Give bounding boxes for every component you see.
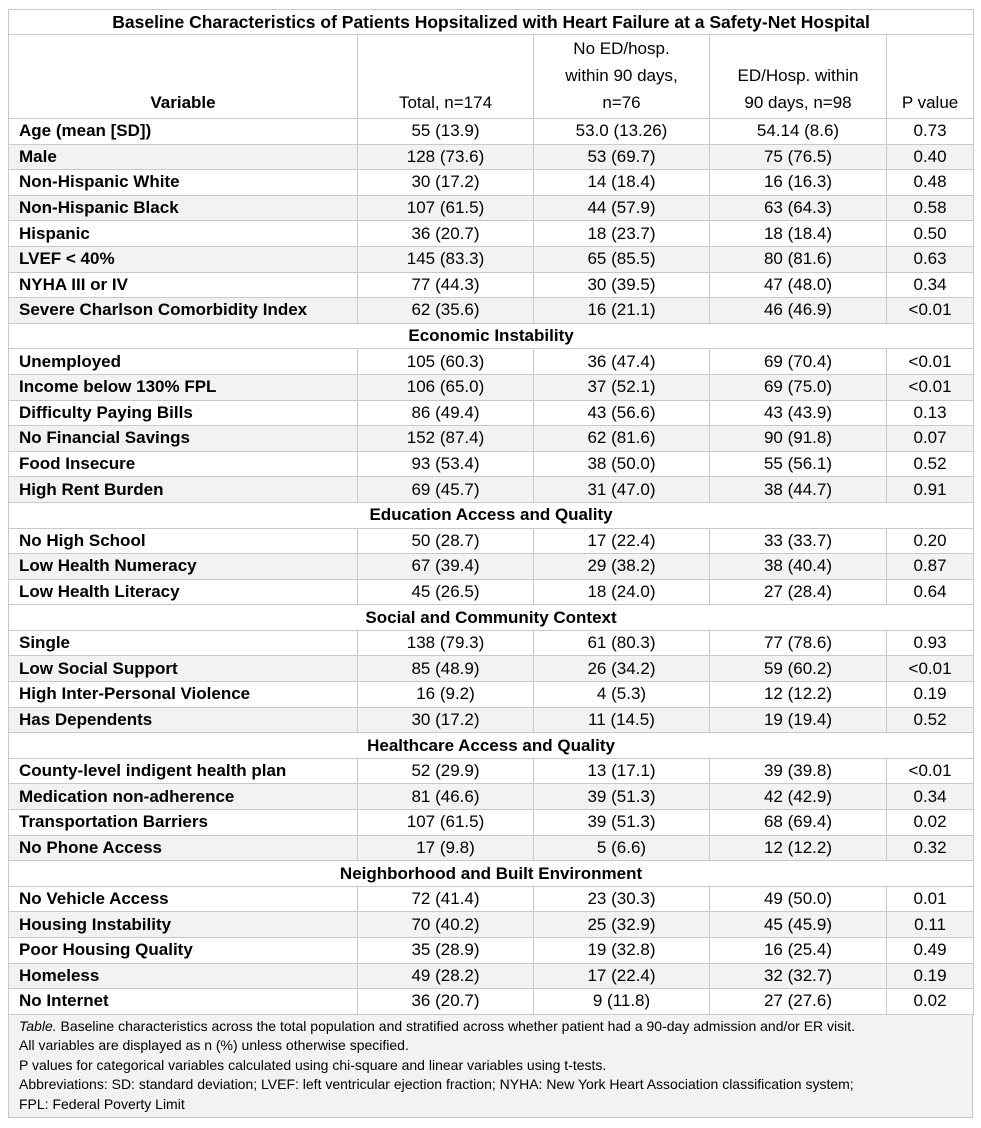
table-row (9, 784, 974, 810)
header-no-ed-line2: within 90 days, (565, 66, 678, 85)
cell-total: 152 (87.4) (358, 426, 534, 452)
cell-no-ed-hosp: 14 (18.4) (534, 170, 710, 196)
cell-variable: Housing Instability (9, 912, 358, 938)
cell-ed-hosp: 80 (81.6) (710, 246, 887, 272)
cell-p-value: 0.34 (887, 784, 974, 810)
table-row (9, 170, 974, 196)
cell-variable: Hispanic (9, 221, 358, 247)
footnote-line-1 (19, 1017, 962, 1037)
cell-total: 67 (39.4) (358, 554, 534, 580)
cell-total: 36 (20.7) (358, 221, 534, 247)
cell-p-value: 0.11 (887, 912, 974, 938)
cell-variable: No High School (9, 528, 358, 554)
cell-total: 50 (28.7) (358, 528, 534, 554)
section-header-label: Healthcare Access and Quality (9, 733, 974, 759)
section-header-label: Neighborhood and Built Environment (9, 861, 974, 887)
header-total: Total, n=174 (358, 35, 534, 119)
cell-ed-hosp: 43 (43.9) (710, 400, 887, 426)
cell-ed-hosp: 49 (50.0) (710, 886, 887, 912)
cell-p-value: 0.87 (887, 554, 974, 580)
cell-variable: No Financial Savings (9, 426, 358, 452)
cell-ed-hosp: 39 (39.8) (710, 758, 887, 784)
cell-no-ed-hosp: 61 (80.3) (534, 630, 710, 656)
table-row (9, 963, 974, 989)
cell-no-ed-hosp: 39 (51.3) (534, 784, 710, 810)
cell-total: 30 (17.2) (358, 170, 534, 196)
cell-p-value: 0.02 (887, 810, 974, 836)
cell-total: 30 (17.2) (358, 707, 534, 733)
cell-variable: Low Health Literacy (9, 579, 358, 605)
cell-p-value: 0.40 (887, 144, 974, 170)
cell-p-value: 0.58 (887, 195, 974, 221)
cell-total: 35 (28.9) (358, 938, 534, 964)
section-header-row (9, 605, 974, 631)
cell-no-ed-hosp: 13 (17.1) (534, 758, 710, 784)
table-row (9, 272, 974, 298)
cell-total: 105 (60.3) (358, 349, 534, 375)
cell-p-value: <0.01 (887, 374, 974, 400)
cell-no-ed-hosp: 18 (24.0) (534, 579, 710, 605)
cell-no-ed-hosp: 53 (69.7) (534, 144, 710, 170)
cell-no-ed-hosp: 17 (22.4) (534, 963, 710, 989)
cell-no-ed-hosp: 16 (21.1) (534, 298, 710, 324)
cell-variable: Difficulty Paying Bills (9, 400, 358, 426)
cell-p-value: 0.19 (887, 963, 974, 989)
cell-no-ed-hosp: 19 (32.8) (534, 938, 710, 964)
header-no-ed-line1: No ED/hosp. (573, 39, 670, 58)
table-row (9, 912, 974, 938)
cell-ed-hosp: 42 (42.9) (710, 784, 887, 810)
cell-variable: High Inter-Personal Violence (9, 682, 358, 708)
cell-p-value: 0.34 (887, 272, 974, 298)
cell-total: 36 (20.7) (358, 989, 534, 1015)
cell-p-value: 0.01 (887, 886, 974, 912)
cell-ed-hosp: 38 (40.4) (710, 554, 887, 580)
cell-no-ed-hosp: 9 (11.8) (534, 989, 710, 1015)
cell-variable: Food Insecure (9, 451, 358, 477)
cell-p-value: 0.50 (887, 221, 974, 247)
cell-variable: Non-Hispanic Black (9, 195, 358, 221)
section-header-row (9, 323, 974, 349)
table-row (9, 554, 974, 580)
table-row (9, 119, 974, 145)
cell-p-value: 0.91 (887, 477, 974, 503)
cell-variable: Non-Hispanic White (9, 170, 358, 196)
cell-ed-hosp: 18 (18.4) (710, 221, 887, 247)
header-ed-hosp (710, 35, 887, 119)
cell-ed-hosp: 16 (16.3) (710, 170, 887, 196)
cell-p-value: 0.73 (887, 119, 974, 145)
footnote-line-5: FPL: Federal Poverty Limit (19, 1095, 185, 1112)
table-row (9, 221, 974, 247)
cell-p-value: <0.01 (887, 349, 974, 375)
cell-p-value: 0.63 (887, 246, 974, 272)
cell-total: 77 (44.3) (358, 272, 534, 298)
table-row (9, 886, 974, 912)
table-row (9, 656, 974, 682)
cell-total: 106 (65.0) (358, 374, 534, 400)
cell-no-ed-hosp: 25 (32.9) (534, 912, 710, 938)
footnote-line-4: Abbreviations: SD: standard deviation; LVEF: left ventricular ejection fraction; NYHA: New York Heart Association classification system; (19, 1076, 854, 1093)
cell-no-ed-hosp: 26 (34.2) (534, 656, 710, 682)
cell-p-value: 0.52 (887, 451, 974, 477)
section-header-row (9, 733, 974, 759)
cell-total: 17 (9.8) (358, 835, 534, 861)
cell-ed-hosp: 59 (60.2) (710, 656, 887, 682)
table-row (9, 579, 974, 605)
cell-total: 49 (28.2) (358, 963, 534, 989)
cell-p-value: 0.52 (887, 707, 974, 733)
cell-total: 55 (13.9) (358, 119, 534, 145)
cell-ed-hosp: 69 (70.4) (710, 349, 887, 375)
cell-variable: Low Health Numeracy (9, 554, 358, 580)
cell-variable: Low Social Support (9, 656, 358, 682)
cell-variable: Medication non-adherence (9, 784, 358, 810)
cell-total: 93 (53.4) (358, 451, 534, 477)
cell-ed-hosp: 45 (45.9) (710, 912, 887, 938)
baseline-table (8, 9, 974, 1015)
cell-total: 62 (35.6) (358, 298, 534, 324)
section-header-row (9, 861, 974, 887)
cell-ed-hosp: 68 (69.4) (710, 810, 887, 836)
cell-variable: No Internet (9, 989, 358, 1015)
cell-ed-hosp: 55 (56.1) (710, 451, 887, 477)
cell-variable: Severe Charlson Comorbidity Index (9, 298, 358, 324)
cell-ed-hosp: 12 (12.2) (710, 682, 887, 708)
table-row (9, 374, 974, 400)
table-row (9, 835, 974, 861)
table-footnote (8, 1015, 973, 1119)
cell-total: 145 (83.3) (358, 246, 534, 272)
header-p-value: P value (887, 35, 974, 119)
cell-p-value: 0.02 (887, 989, 974, 1015)
table-row (9, 195, 974, 221)
cell-total: 69 (45.7) (358, 477, 534, 503)
table-row (9, 298, 974, 324)
cell-total: 128 (73.6) (358, 144, 534, 170)
cell-p-value: <0.01 (887, 758, 974, 784)
cell-p-value: 0.48 (887, 170, 974, 196)
cell-no-ed-hosp: 44 (57.9) (534, 195, 710, 221)
cell-ed-hosp: 47 (48.0) (710, 272, 887, 298)
cell-ed-hosp: 32 (32.7) (710, 963, 887, 989)
cell-total: 107 (61.5) (358, 195, 534, 221)
cell-no-ed-hosp: 17 (22.4) (534, 528, 710, 554)
cell-variable: Transportation Barriers (9, 810, 358, 836)
cell-p-value: <0.01 (887, 656, 974, 682)
cell-no-ed-hosp: 18 (23.7) (534, 221, 710, 247)
cell-ed-hosp: 46 (46.9) (710, 298, 887, 324)
cell-no-ed-hosp: 38 (50.0) (534, 451, 710, 477)
header-no-ed-line3: n=76 (602, 93, 641, 112)
cell-ed-hosp: 19 (19.4) (710, 707, 887, 733)
cell-ed-hosp: 12 (12.2) (710, 835, 887, 861)
cell-ed-hosp: 27 (28.4) (710, 579, 887, 605)
table-row (9, 758, 974, 784)
footnote-table-label: Table. (19, 1017, 57, 1034)
baseline-characteristics-table-figure (8, 9, 973, 1118)
cell-p-value: 0.19 (887, 682, 974, 708)
cell-variable: NYHA III or IV (9, 272, 358, 298)
cell-total: 72 (41.4) (358, 886, 534, 912)
cell-no-ed-hosp: 39 (51.3) (534, 810, 710, 836)
cell-variable: Age (mean [SD]) (9, 119, 358, 145)
section-header-row (9, 502, 974, 528)
cell-variable: County-level indigent health plan (9, 758, 358, 784)
cell-total: 70 (40.2) (358, 912, 534, 938)
header-no-ed-hosp (534, 35, 710, 119)
footnote-line-2: All variables are displayed as n (%) unless otherwise specified. (19, 1037, 409, 1054)
table-row (9, 400, 974, 426)
cell-no-ed-hosp: 36 (47.4) (534, 349, 710, 375)
table-body (9, 119, 974, 1015)
cell-no-ed-hosp: 29 (38.2) (534, 554, 710, 580)
section-header-label: Social and Community Context (9, 605, 974, 631)
footnote-line-1-text: Baseline characteristics across the total population and stratified across whether patient had a 90-day admission and/or ER visit. (56, 1017, 856, 1034)
table-row (9, 810, 974, 836)
cell-no-ed-hosp: 43 (56.6) (534, 400, 710, 426)
table-row (9, 989, 974, 1015)
cell-p-value: 0.20 (887, 528, 974, 554)
cell-no-ed-hosp: 65 (85.5) (534, 246, 710, 272)
cell-variable: Poor Housing Quality (9, 938, 358, 964)
cell-no-ed-hosp: 23 (30.3) (534, 886, 710, 912)
cell-ed-hosp: 90 (91.8) (710, 426, 887, 452)
cell-ed-hosp: 63 (64.3) (710, 195, 887, 221)
cell-total: 85 (48.9) (358, 656, 534, 682)
cell-total: 45 (26.5) (358, 579, 534, 605)
cell-no-ed-hosp: 53.0 (13.26) (534, 119, 710, 145)
cell-total: 138 (79.3) (358, 630, 534, 656)
footnote-line-3: P values for categorical variables calculated using chi-square and linear variables using t-tests. (19, 1056, 607, 1073)
table-row (9, 630, 974, 656)
header-variable: Variable (9, 35, 358, 119)
cell-variable: Homeless (9, 963, 358, 989)
cell-no-ed-hosp: 37 (52.1) (534, 374, 710, 400)
cell-variable: Income below 130% FPL (9, 374, 358, 400)
table-row (9, 707, 974, 733)
cell-total: 52 (29.9) (358, 758, 534, 784)
table-row (9, 246, 974, 272)
cell-ed-hosp: 77 (78.6) (710, 630, 887, 656)
cell-no-ed-hosp: 62 (81.6) (534, 426, 710, 452)
cell-variable: Male (9, 144, 358, 170)
cell-p-value: 0.32 (887, 835, 974, 861)
cell-total: 86 (49.4) (358, 400, 534, 426)
cell-variable: Single (9, 630, 358, 656)
cell-total: 16 (9.2) (358, 682, 534, 708)
cell-total: 81 (46.6) (358, 784, 534, 810)
cell-no-ed-hosp: 4 (5.3) (534, 682, 710, 708)
cell-ed-hosp: 33 (33.7) (710, 528, 887, 554)
cell-no-ed-hosp: 5 (6.6) (534, 835, 710, 861)
cell-no-ed-hosp: 11 (14.5) (534, 707, 710, 733)
table-row (9, 144, 974, 170)
table-title: Baseline Characteristics of Patients Hopsitalized with Heart Failure at a Safety-Net Hospital (9, 10, 974, 35)
cell-ed-hosp: 27 (27.6) (710, 989, 887, 1015)
cell-variable: Unemployed (9, 349, 358, 375)
cell-p-value: 0.13 (887, 400, 974, 426)
table-row (9, 528, 974, 554)
header-ed-line1: ED/Hosp. within (737, 66, 859, 85)
table-row (9, 682, 974, 708)
section-header-label: Education Access and Quality (9, 502, 974, 528)
table-row (9, 451, 974, 477)
cell-p-value: 0.93 (887, 630, 974, 656)
cell-variable: High Rent Burden (9, 477, 358, 503)
cell-no-ed-hosp: 30 (39.5) (534, 272, 710, 298)
table-row (9, 477, 974, 503)
cell-p-value: <0.01 (887, 298, 974, 324)
cell-variable: No Phone Access (9, 835, 358, 861)
cell-total: 107 (61.5) (358, 810, 534, 836)
cell-p-value: 0.49 (887, 938, 974, 964)
cell-ed-hosp: 16 (25.4) (710, 938, 887, 964)
cell-ed-hosp: 38 (44.7) (710, 477, 887, 503)
cell-no-ed-hosp: 31 (47.0) (534, 477, 710, 503)
cell-ed-hosp: 75 (76.5) (710, 144, 887, 170)
header-ed-line2: 90 days, n=98 (744, 93, 852, 112)
section-header-label: Economic Instability (9, 323, 974, 349)
table-row (9, 349, 974, 375)
cell-ed-hosp: 54.14 (8.6) (710, 119, 887, 145)
table-row (9, 426, 974, 452)
cell-ed-hosp: 69 (75.0) (710, 374, 887, 400)
cell-p-value: 0.64 (887, 579, 974, 605)
cell-p-value: 0.07 (887, 426, 974, 452)
table-row (9, 938, 974, 964)
cell-variable: No Vehicle Access (9, 886, 358, 912)
cell-variable: Has Dependents (9, 707, 358, 733)
cell-variable: LVEF < 40% (9, 246, 358, 272)
